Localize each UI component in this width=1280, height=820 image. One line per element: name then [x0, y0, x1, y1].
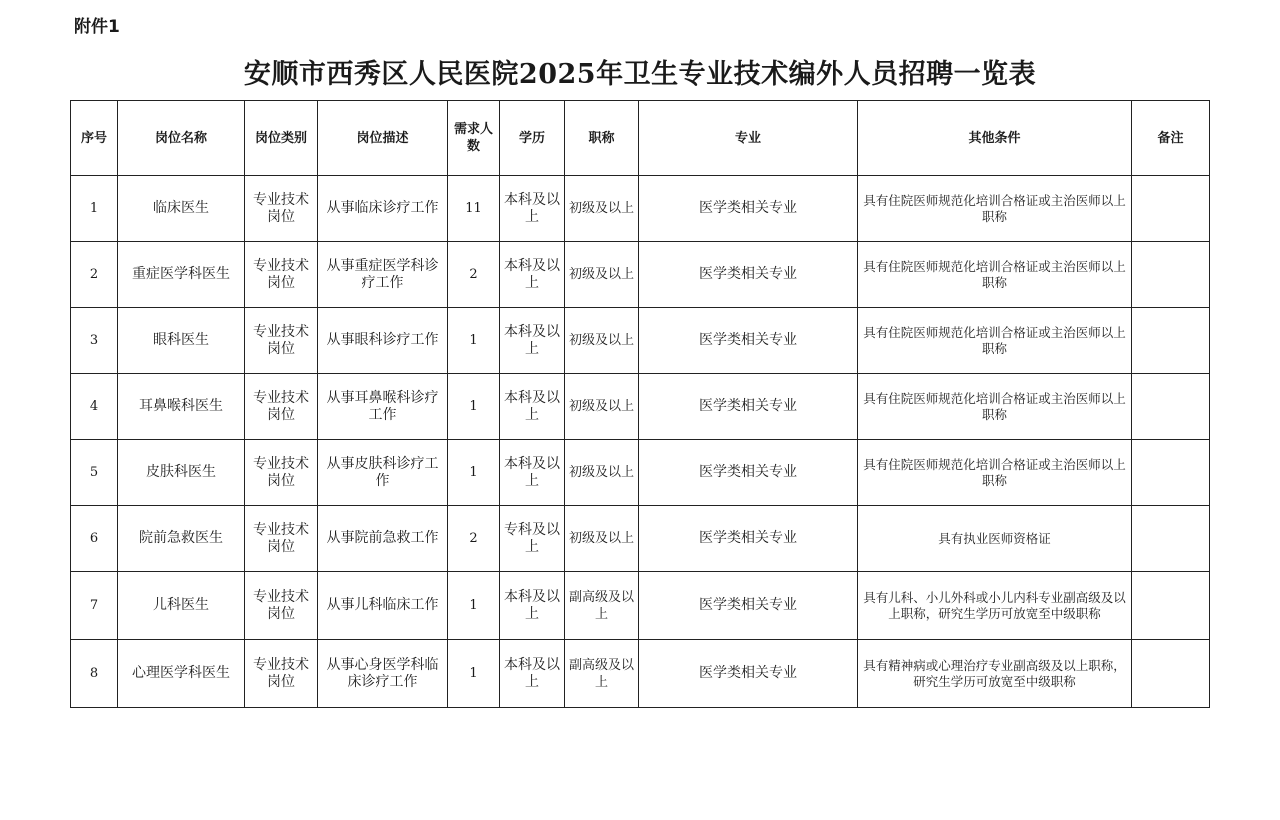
cell-education: 专科及以上 — [500, 506, 565, 572]
header-position-name: 岗位名称 — [118, 101, 245, 176]
cell-position-name: 临床医生 — [118, 176, 245, 242]
header-description: 岗位描述 — [318, 101, 448, 176]
cell-remarks — [1132, 374, 1210, 440]
cell-remarks — [1132, 640, 1210, 708]
cell-conditions: 具有住院医师规范化培训合格证或主治医师以上职称 — [858, 440, 1132, 506]
table-row — [71, 572, 1210, 640]
cell-major: 医学类相关专业 — [639, 640, 858, 708]
cell-position-name: 皮肤科医生 — [118, 440, 245, 506]
cell-count: 2 — [448, 242, 500, 308]
cell-conditions: 具有儿科、小儿外科或小儿内科专业副高级及以上职称，研究生学历可放宽至中级职称 — [858, 572, 1132, 640]
cell-remarks — [1132, 308, 1210, 374]
cell-position-type: 专业技术岗位 — [245, 308, 318, 374]
header-conditions: 其他条件 — [858, 101, 1132, 176]
cell-count: 1 — [448, 640, 500, 708]
cell-seq: 2 — [71, 242, 118, 308]
document-title: 安顺市西秀区人民医院2025年卫生专业技术编外人员招聘一览表 — [243, 59, 1037, 90]
cell-major: 医学类相关专业 — [639, 374, 858, 440]
cell-position-type: 专业技术岗位 — [245, 176, 318, 242]
cell-count: 2 — [448, 506, 500, 572]
table-header-row — [71, 101, 1210, 176]
cell-conditions: 具有住院医师规范化培训合格证或主治医师以上职称 — [858, 308, 1132, 374]
cell-position-name: 心理医学科医生 — [118, 640, 245, 708]
cell-major: 医学类相关专业 — [639, 506, 858, 572]
cell-seq: 6 — [71, 506, 118, 572]
cell-description: 从事院前急救工作 — [318, 506, 448, 572]
cell-education: 本科及以上 — [500, 440, 565, 506]
cell-count: 11 — [448, 176, 500, 242]
cell-count: 1 — [448, 440, 500, 506]
cell-description: 从事儿科临床工作 — [318, 572, 448, 640]
cell-position-name: 眼科医生 — [118, 308, 245, 374]
cell-seq: 5 — [71, 440, 118, 506]
cell-position-name: 儿科医生 — [118, 572, 245, 640]
cell-title-level: 副高级及以上 — [565, 640, 639, 708]
cell-seq: 1 — [71, 176, 118, 242]
cell-position-name: 院前急救医生 — [118, 506, 245, 572]
header-seq: 序号 — [71, 101, 118, 176]
table-row — [71, 308, 1210, 374]
cell-description: 从事耳鼻喉科诊疗工作 — [318, 374, 448, 440]
cell-major: 医学类相关专业 — [639, 440, 858, 506]
cell-title-level: 初级及以上 — [565, 308, 639, 374]
cell-remarks — [1132, 176, 1210, 242]
cell-major: 医学类相关专业 — [639, 242, 858, 308]
cell-description: 从事临床诊疗工作 — [318, 176, 448, 242]
cell-title-level: 初级及以上 — [565, 176, 639, 242]
cell-remarks — [1132, 440, 1210, 506]
cell-position-type: 专业技术岗位 — [245, 440, 318, 506]
cell-conditions: 具有住院医师规范化培训合格证或主治医师以上职称 — [858, 242, 1132, 308]
table-row — [71, 640, 1210, 708]
cell-conditions: 具有住院医师规范化培训合格证或主治医师以上职称 — [858, 176, 1132, 242]
cell-education: 本科及以上 — [500, 176, 565, 242]
recruitment-table — [70, 100, 1210, 708]
cell-title-level: 初级及以上 — [565, 506, 639, 572]
cell-major: 医学类相关专业 — [639, 176, 858, 242]
table-row — [71, 176, 1210, 242]
cell-position-type: 专业技术岗位 — [245, 506, 318, 572]
cell-major: 医学类相关专业 — [639, 572, 858, 640]
cell-description: 从事重症医学科诊疗工作 — [318, 242, 448, 308]
header-count: 需求人数 — [448, 101, 500, 176]
cell-seq: 8 — [71, 640, 118, 708]
attachment-label: 附件1 — [74, 17, 120, 37]
cell-conditions: 具有住院医师规范化培训合格证或主治医师以上职称 — [858, 374, 1132, 440]
header-major: 专业 — [639, 101, 858, 176]
table-row — [71, 506, 1210, 572]
header-education: 学历 — [500, 101, 565, 176]
header-remarks: 备注 — [1132, 101, 1210, 176]
table-row — [71, 374, 1210, 440]
cell-major: 医学类相关专业 — [639, 308, 858, 374]
cell-education: 本科及以上 — [500, 572, 565, 640]
cell-position-type: 专业技术岗位 — [245, 572, 318, 640]
cell-position-name: 重症医学科医生 — [118, 242, 245, 308]
cell-count: 1 — [448, 374, 500, 440]
cell-education: 本科及以上 — [500, 308, 565, 374]
cell-conditions: 具有精神病或心理治疗专业副高级及以上职称，研究生学历可放宽至中级职称 — [858, 640, 1132, 708]
cell-count: 1 — [448, 308, 500, 374]
cell-education: 本科及以上 — [500, 640, 565, 708]
header-title-level: 职称 — [565, 101, 639, 176]
cell-education: 本科及以上 — [500, 242, 565, 308]
cell-education: 本科及以上 — [500, 374, 565, 440]
cell-position-name: 耳鼻喉科医生 — [118, 374, 245, 440]
table-row — [71, 440, 1210, 506]
cell-position-type: 专业技术岗位 — [245, 242, 318, 308]
cell-seq: 4 — [71, 374, 118, 440]
table-row — [71, 242, 1210, 308]
cell-description: 从事心身医学科临床诊疗工作 — [318, 640, 448, 708]
cell-remarks — [1132, 572, 1210, 640]
cell-title-level: 初级及以上 — [565, 242, 639, 308]
header-position-type: 岗位类别 — [245, 101, 318, 176]
cell-description: 从事眼科诊疗工作 — [318, 308, 448, 374]
cell-title-level: 副高级及以上 — [565, 572, 639, 640]
cell-description: 从事皮肤科诊疗工作 — [318, 440, 448, 506]
cell-title-level: 初级及以上 — [565, 440, 639, 506]
cell-title-level: 初级及以上 — [565, 374, 639, 440]
cell-count: 1 — [448, 572, 500, 640]
cell-seq: 3 — [71, 308, 118, 374]
cell-remarks — [1132, 242, 1210, 308]
cell-remarks — [1132, 506, 1210, 572]
cell-seq: 7 — [71, 572, 118, 640]
cell-position-type: 专业技术岗位 — [245, 640, 318, 708]
cell-conditions: 具有执业医师资格证 — [858, 506, 1132, 572]
cell-position-type: 专业技术岗位 — [245, 374, 318, 440]
